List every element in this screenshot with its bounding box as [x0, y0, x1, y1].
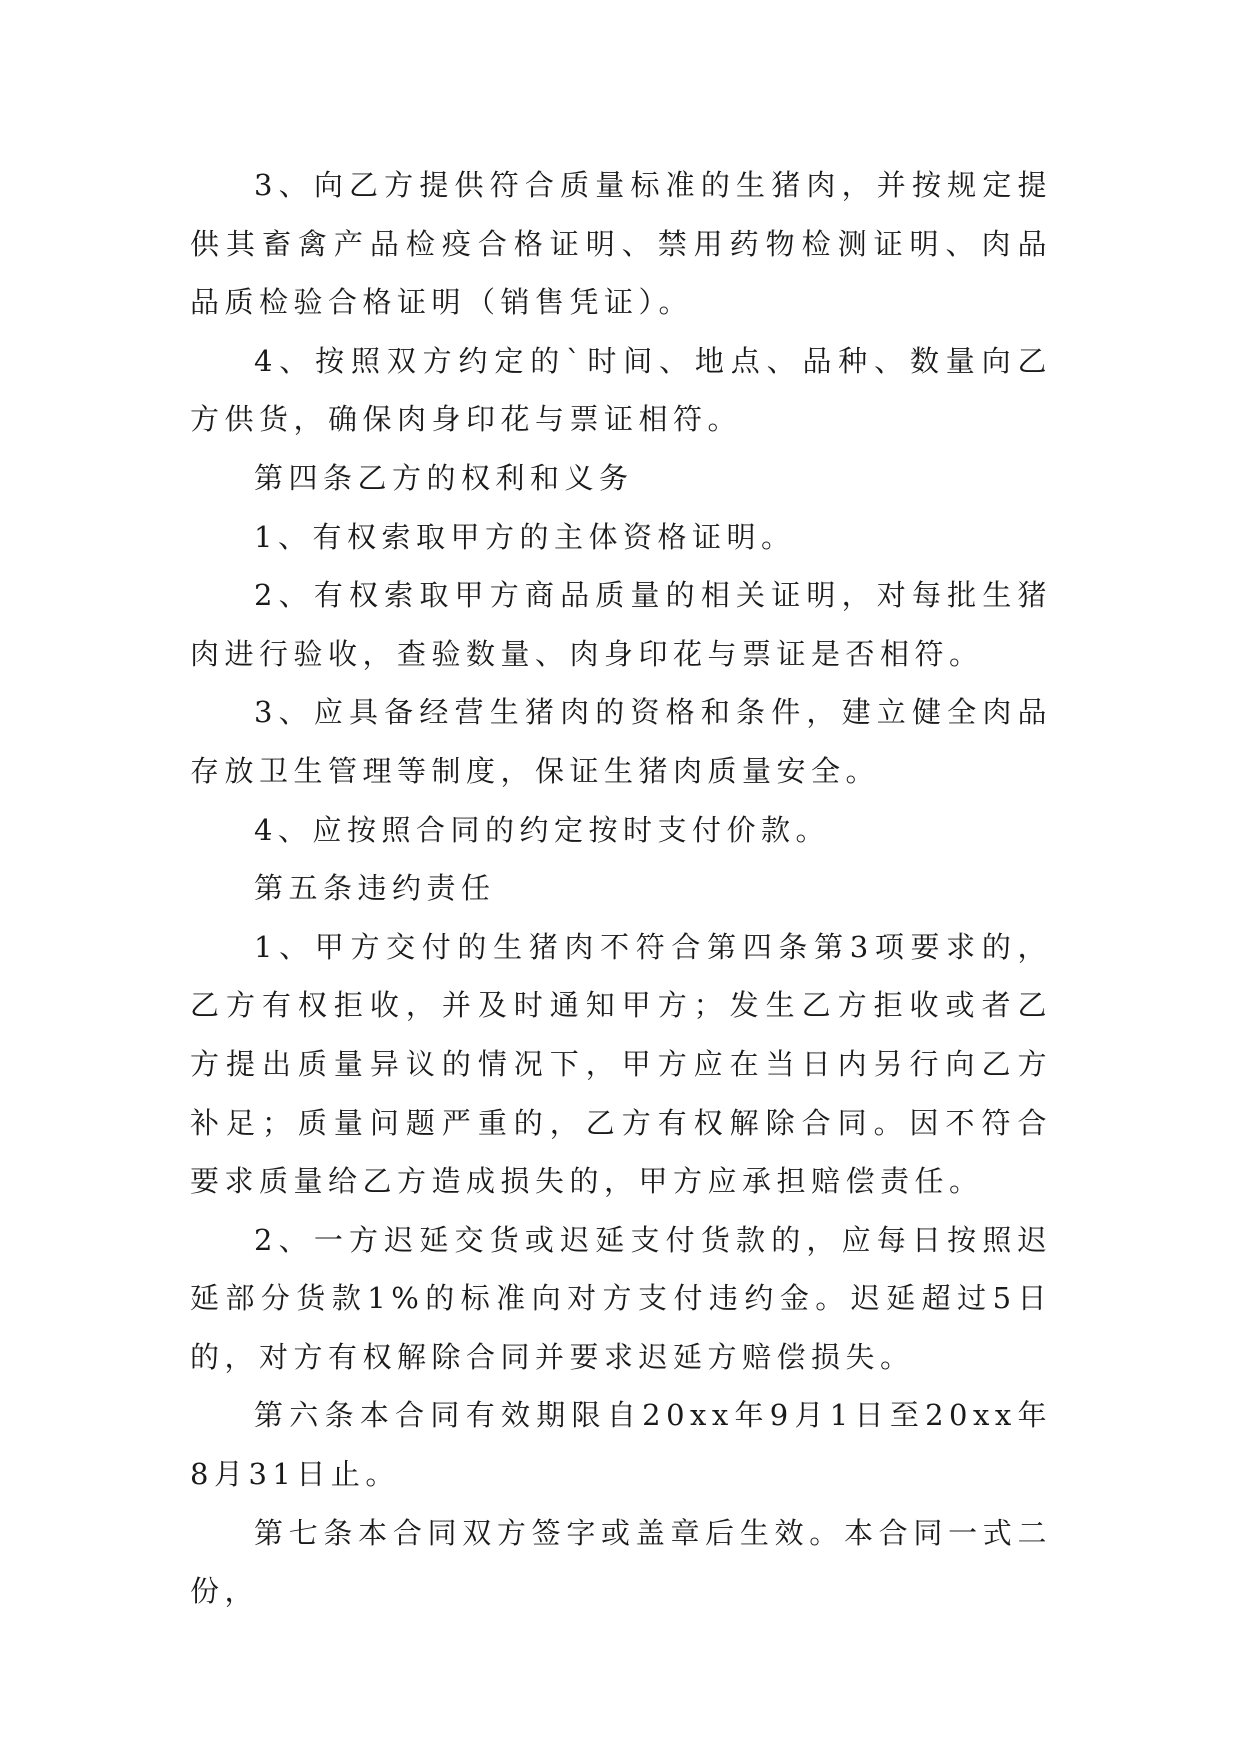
paragraph-breach-1: 1、甲方交付的生猪肉不符合第四条第3项要求的，乙方有权拒收，并及时通知甲方；发生乙方拒收或者乙方提出质量异议的情况下，甲方应在当日内另行向乙方补足；质量问题严重的，乙方有权解除合同。因不符合要求质量给乙方造成损失的，甲方应承担赔偿责任。 — [190, 929, 1052, 1199]
paragraph-party-b-right-1: 1、有权索取甲方的主体资格证明。 — [254, 519, 796, 554]
paragraph-breach-2: 2、一方迟延交货或迟延支付货款的，应每日按照迟延部分货款1%的标准向对方支付违约金。迟延超过5日的，对方有权解除合同并要求迟延方赔偿损失。 — [190, 1222, 1052, 1374]
paragraph-party-b-right-2: 2、有权索取甲方商品质量的相关证明，对每批生猪肉进行验收，查验数量、肉身印花与票证是否相符。 — [190, 578, 1052, 671]
document-page — [190, 156, 1052, 1621]
paragraph-supply-delivery: 4、按照双方约定的`时间、地点、品种、数量向乙方供货，确保肉身印花与票证相符。 — [190, 343, 1052, 437]
article-7-effect: 第七条本合同双方签字或盖章后生效。本合同一式二份， — [190, 1515, 1052, 1609]
paragraph-party-b-duty-3: 3、应具备经营生猪肉的资格和条件，建立健全肉品存放卫生管理等制度，保证生猪肉质量安全。 — [190, 695, 1052, 788]
article-5-heading: 第五条违约责任 — [254, 871, 496, 906]
paragraph-party-b-duty-4: 4、应按照合同的约定按时支付价款。 — [254, 812, 830, 847]
article-6-term: 第六条本合同有效期限自20xx年9月1日至20xx年8月31日止。 — [190, 1398, 1052, 1492]
paragraph-supply-quality: 3、向乙方提供符合质量标准的生猪肉，并按规定提供其畜禽产品检疫合格证明、禁用药物检测证明、肉品品质检验合格证明（销售凭证）。 — [190, 168, 1052, 320]
article-4-heading: 第四条乙方的权利和义务 — [254, 460, 634, 495]
